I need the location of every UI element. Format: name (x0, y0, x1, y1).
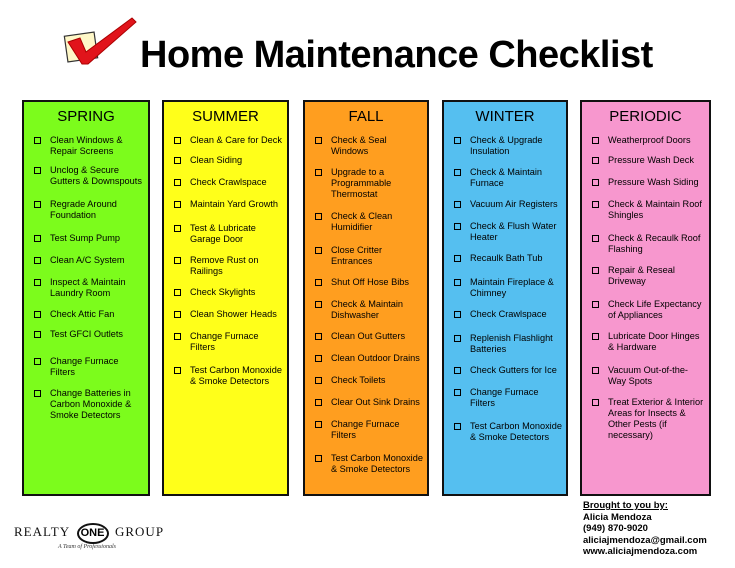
checklist-item-label: Repair & Reseal Driveway (608, 265, 675, 286)
checklist-item-label: Treat Exterior & Interior Areas for Insects & Other Pests (if necessary) (608, 397, 704, 440)
checkbox-icon[interactable] (315, 169, 322, 176)
checklist-item-label: Recaulk Bath Tub (470, 253, 543, 263)
checklist-item (315, 167, 423, 200)
checkbox-icon[interactable] (315, 301, 322, 308)
checklist-item-label: Pressure Wash Siding (608, 177, 699, 187)
column-header-periodic: PERIODIC (609, 108, 682, 125)
checklist-item-label: Test Carbon Monoxide & Smoke Detectors (190, 365, 282, 386)
checkbox-icon[interactable] (174, 225, 181, 232)
checklist-item (315, 397, 423, 408)
checkbox-icon[interactable] (34, 358, 41, 365)
checkbox-icon[interactable] (454, 423, 461, 430)
checkbox-icon[interactable] (592, 267, 599, 274)
contact-phone: (949) 870-9020 (583, 523, 648, 534)
checklist-item (174, 199, 283, 210)
checklist-item-label: Check & Seal Windows (331, 135, 387, 156)
checklist-item-label: Replenish Flashlight Batteries (470, 333, 553, 354)
checklist-item-label: Check & Flush Water Heater (470, 221, 557, 242)
checklist-item (315, 211, 423, 233)
logo-tagline: A Team of Professionals (58, 544, 116, 550)
logo-word-left: REALTY (14, 524, 71, 539)
checklist-item-label: Clean A/C System (50, 255, 125, 265)
checklist-item-label: Inspect & Maintain Laundry Room (50, 277, 126, 298)
contact-website[interactable]: www.aliciajmendoza.com (583, 546, 698, 557)
checklist-item (34, 199, 144, 221)
checklist-item-label: Check Gutters for Ice (470, 365, 557, 375)
logo-one-badge: ONE (77, 523, 109, 544)
checklist-item-label: Check Skylights (190, 287, 256, 297)
checkbox-icon[interactable] (34, 279, 41, 286)
checklist-item-label: Check Crawlspace (470, 309, 547, 319)
checkbox-icon[interactable] (454, 279, 461, 286)
checklist-item (592, 331, 705, 353)
checklist-item-label: Weatherproof Doors (608, 135, 691, 145)
checklist-item (454, 365, 562, 376)
checklist-item (34, 165, 144, 187)
checklist-item (34, 356, 144, 378)
checklist-item-label: Clean Siding (190, 155, 243, 165)
checkbox-icon[interactable] (454, 223, 461, 230)
checkbox-icon[interactable] (34, 167, 41, 174)
page-title: Home Maintenance Checklist (140, 34, 653, 76)
checklist-item (34, 255, 144, 266)
checkbox-icon[interactable] (174, 333, 181, 340)
checklist-item (592, 233, 705, 255)
checklist-item (174, 365, 283, 387)
checkbox-icon[interactable] (592, 399, 599, 406)
checklist-item-label: Test Carbon Monoxide & Smoke Detectors (331, 453, 423, 474)
checklist-item (454, 333, 562, 355)
checklist-item-label: Vacuum Out-of-the-Way Spots (608, 365, 688, 386)
column-header-spring: SPRING (57, 108, 115, 125)
checklist-item-label: Regrade Around Foundation (50, 199, 117, 220)
checkbox-icon[interactable] (34, 137, 41, 144)
column-winter (442, 100, 568, 496)
checklist-item-label: Check Life Expectancy of Appliances (608, 299, 702, 320)
checklist-item (454, 421, 562, 443)
checkbox-icon[interactable] (592, 137, 599, 144)
checklist-item (454, 309, 562, 320)
checkbox-icon[interactable] (174, 311, 181, 318)
checklist-item-label: Test Sump Pump (50, 233, 120, 243)
checklist-item-label: Clean Windows & Repair Screens (50, 135, 123, 156)
checklist-item-label: Change Batteries in Carbon Monoxide & Smoke Detectors (50, 388, 132, 420)
checklist-item (174, 309, 283, 320)
checkbox-icon[interactable] (315, 333, 322, 340)
checklist-item (315, 277, 423, 288)
checklist-item (592, 397, 705, 441)
column-spring (22, 100, 150, 496)
checkbox-icon[interactable] (174, 137, 181, 144)
checkbox-icon[interactable] (315, 421, 322, 428)
checklist-item (34, 329, 144, 340)
checkbox-icon[interactable] (454, 137, 461, 144)
contact-name: Alicia Mendoza (583, 511, 652, 523)
contact-lead: Brought to you by: (583, 500, 668, 511)
checkbox-icon[interactable] (34, 201, 41, 208)
checklist-item-label: Check & Maintain Roof Shingles (608, 199, 702, 220)
checklist-item-label: Check & Recaulk Roof Flashing (608, 233, 701, 254)
checklist-item-label: Maintain Fireplace & Chimney (470, 277, 554, 298)
checklist-item (454, 387, 562, 409)
checkbox-icon[interactable] (592, 367, 599, 374)
checkbox-icon[interactable] (34, 311, 41, 318)
checkbox-icon[interactable] (315, 137, 322, 144)
checklist-item-label: Upgrade to a Programmable Thermostat (331, 167, 392, 199)
checklist-item-label: Pressure Wash Deck (608, 155, 694, 165)
checkbox-icon[interactable] (592, 235, 599, 242)
checklist-item (174, 255, 283, 277)
checklist-item (315, 331, 423, 342)
checklist-item-label: Change Furnace Filters (331, 419, 400, 440)
checklist-item (454, 277, 562, 299)
checklist-item (592, 265, 705, 287)
checklist-item-label: Clean Outdoor Drains (331, 353, 420, 363)
checklist-item (315, 353, 423, 364)
checklist-item (315, 453, 423, 475)
checklist-item (34, 277, 144, 299)
checklist-item-label: Clean Out Gutters (331, 331, 406, 341)
column-periodic (580, 100, 711, 496)
checklist-item (454, 167, 562, 189)
checklist-item-label: Test & Lubricate Garage Door (190, 223, 256, 244)
checkbox-icon[interactable] (454, 255, 461, 262)
checkbox-icon[interactable] (174, 257, 181, 264)
checkbox-icon[interactable] (174, 367, 181, 374)
checklist-item (174, 155, 283, 166)
logo-word-right: GROUP (114, 524, 165, 539)
checkbox-icon[interactable] (454, 389, 461, 396)
checkbox-icon[interactable] (454, 201, 461, 208)
checklist-item (454, 253, 562, 264)
checklist-item (592, 299, 705, 321)
checklist-item-label: Unclog & Secure Gutters & Downspouts (50, 165, 142, 186)
checklist-item (592, 135, 705, 146)
checkbox-icon[interactable] (315, 377, 322, 384)
checklist-item-label: Test Carbon Monoxide & Smoke Detectors (470, 421, 562, 442)
checkbox-icon[interactable] (34, 235, 41, 242)
checklist-item-label: Clean Shower Heads (190, 309, 277, 319)
checkbox-icon[interactable] (34, 257, 41, 264)
column-fall (303, 100, 429, 496)
checkbox-icon[interactable] (592, 179, 599, 186)
checklist-item-label: Close Critter Entrances (331, 245, 383, 266)
column-summer (162, 100, 289, 496)
checklist-item (34, 309, 144, 320)
checkbox-icon[interactable] (315, 247, 322, 254)
checklist-item (592, 365, 705, 387)
checklist-item-label: Check Toilets (331, 375, 386, 385)
checkbox-icon[interactable] (315, 455, 322, 462)
checklist-item-label: Check & Upgrade Insulation (470, 135, 543, 156)
checklist-item (315, 419, 423, 441)
checklist-item (34, 388, 144, 421)
realty-one-group-logo (14, 523, 184, 553)
checklist-item (174, 135, 283, 146)
checklist-item (592, 177, 705, 188)
column-header-summer: SUMMER (192, 108, 259, 125)
checklist-item-label: Check & Clean Humidifier (331, 211, 393, 232)
checkbox-icon[interactable] (315, 399, 322, 406)
checkbox-icon[interactable] (174, 179, 181, 186)
checklist-item-label: Change Furnace Filters (190, 331, 259, 352)
checkbox-icon[interactable] (454, 335, 461, 342)
checklist-item-label: Shut Off Hose Bibs (331, 277, 409, 287)
checklist-item-label: Maintain Yard Growth (190, 199, 279, 209)
checklist-item (174, 331, 283, 353)
checkbox-icon[interactable] (454, 169, 461, 176)
column-header-fall: FALL (348, 108, 384, 125)
checkbox-icon[interactable] (34, 390, 41, 397)
checklist-item (454, 135, 562, 157)
contact-email[interactable]: aliciajmendoza@gmail.com (583, 534, 707, 546)
checkbox-icon[interactable] (592, 201, 599, 208)
checklist-item-label: Check & Maintain Dishwasher (331, 299, 404, 320)
checklist-item (315, 299, 423, 321)
checklist-item (315, 135, 423, 157)
checkbox-icon[interactable] (454, 367, 461, 374)
checklist-item (174, 287, 283, 298)
checklist-item-label: Check Crawlspace (190, 177, 267, 187)
checklist-item-label: Remove Rust on Railings (190, 255, 259, 276)
checkbox-icon[interactable] (592, 333, 599, 340)
checklist-item-label: Clear Out Sink Drains (331, 397, 420, 407)
checklist-item-label: Clean & Care for Deck (190, 135, 282, 145)
checkbox-icon[interactable] (315, 213, 322, 220)
checklist-item (174, 177, 283, 188)
contact-block (583, 500, 707, 558)
checkbox-icon[interactable] (34, 331, 41, 338)
checklist-item (34, 135, 144, 157)
checklist-item (34, 233, 144, 244)
checkbox-icon[interactable] (592, 301, 599, 308)
checkbox-icon[interactable] (315, 355, 322, 362)
checkbox-icon[interactable] (592, 157, 599, 164)
checklist-item-label: Change Furnace Filters (50, 356, 119, 377)
red-checkmark-icon (58, 12, 138, 68)
checkbox-icon[interactable] (174, 289, 181, 296)
checklist-item (174, 223, 283, 245)
checklist-item-label: Check Attic Fan (50, 309, 115, 319)
checklist-item-label: Test GFCI Outlets (50, 329, 124, 339)
checklist-item (592, 199, 705, 221)
column-header-winter: WINTER (475, 108, 535, 125)
checkbox-icon[interactable] (454, 311, 461, 318)
checklist-item (315, 245, 423, 267)
checklist-item-label: Lubricate Door Hinges & Hardware (608, 331, 700, 352)
checklist-item-label: Check & Maintain Furnace (470, 167, 543, 188)
checklist-item (454, 221, 562, 243)
checklist-item (454, 199, 562, 210)
checkbox-icon[interactable] (174, 157, 181, 164)
checklist-item (315, 375, 423, 386)
checkbox-icon[interactable] (315, 279, 322, 286)
checklist-item-label: Change Furnace Filters (470, 387, 539, 408)
checkbox-icon[interactable] (174, 201, 181, 208)
checklist-item (592, 155, 705, 166)
checklist-item-label: Vacuum Air Registers (470, 199, 558, 209)
